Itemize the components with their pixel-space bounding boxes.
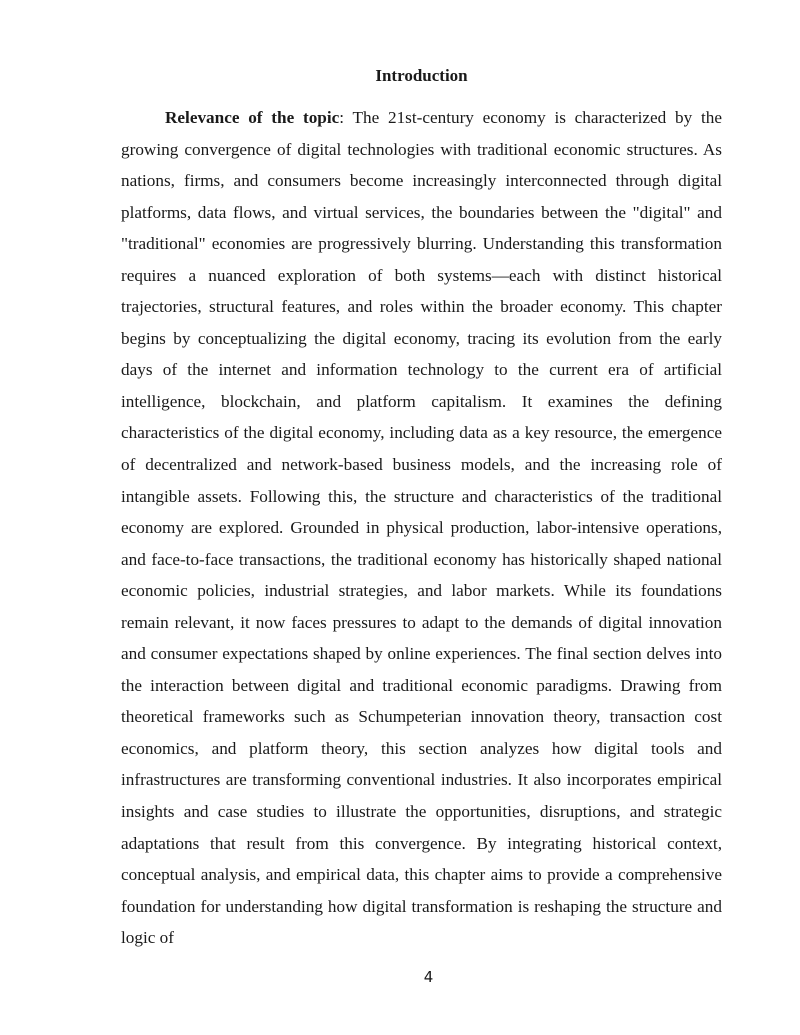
paragraph-lead: Relevance of the topic (165, 108, 340, 127)
lead-separator: : (339, 108, 353, 127)
paragraph-text: The 21st-century economy is characterized by the growing convergence of digital technologies with traditional economic structures. As nations, firms, and consumers become increasingly interconnected through digital platforms, data flows, and virtual services, the boundaries between the "digital" and "traditional" economies are progressively blurring. Understanding this transformation requires a nuanced exploration of both systems—each with distinct historical trajectories, structural features, and roles within the broader economy. This chapter begins by conceptualizing the digital economy, tracing its evolution from the early days of the internet and information technology to the current era of artificial intelligence, blockchain, and platform capitalism. It examines the defining characteristics of the digital economy, including data as a key resource, the emergence of decentralized and network-based business models, and the increasing role of intangible assets. Following this, the structure and characteristics of the traditional economy are explored. Grounded in physical production, labor-intensive operations, and face-to-face transactions, the traditional economy has historically shaped national economic policies, industrial strategies, and labor markets. While its foundations remain relevant, it now faces pressures to adapt to the demands of digital innovation and consumer expectations shaped by online experiences. The final section delves into the interaction between digital and traditional economic paradigms. Drawing from theoretical frameworks such as Schumpeterian innovation theory, transaction cost economics, and platform theory, this section analyzes how digital tools and infrastructures are transforming conventional industries. It also incorporates empirical insights and case studies to illustrate the opportunities, disruptions, and strategic adaptations that result from this convergence. By integrating historical context, conceptual analysis, and empirical data, this chapter aims to provide a comprehensive foundation for understanding how digital transformation is reshaping the structure and logic of (121, 108, 722, 948)
page-number: 4 (423, 968, 434, 986)
body-paragraph (121, 102, 722, 954)
page-title: Introduction (375, 66, 468, 85)
